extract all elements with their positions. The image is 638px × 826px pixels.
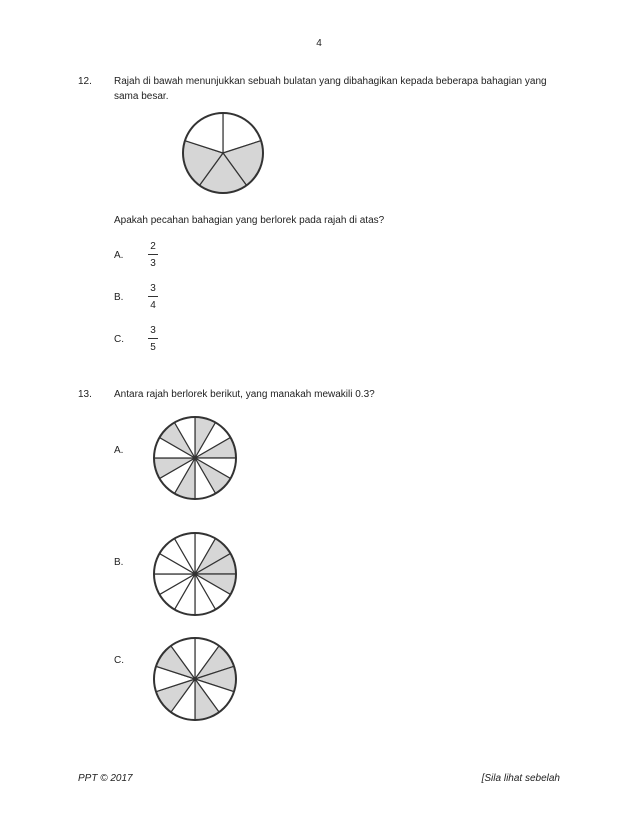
question-12-number: 12. [78, 76, 92, 87]
page-number: 4 [316, 38, 322, 49]
question-12-option-b-letter: B. [114, 292, 124, 303]
question-13-option-a-letter: A. [114, 445, 124, 456]
footer-continue-note: [Sila lihat sebelah [481, 773, 560, 784]
question-12-text-line2: sama besar. [114, 91, 169, 102]
fraction-denominator: 5 [150, 342, 156, 353]
fraction-denominator: 4 [150, 300, 156, 311]
footer-copyright: PPT © 2017 [78, 773, 133, 784]
fraction-numerator: 3 [150, 283, 156, 294]
question-13-option-b-letter: B. [114, 557, 124, 568]
question-13-option-c-letter: C. [114, 655, 124, 666]
fraction-denominator: 3 [150, 258, 156, 269]
fraction-numerator: 2 [150, 241, 156, 252]
question-13-text: Antara rajah berlorek berikut, yang manakah mewakili 0.3? [114, 389, 375, 400]
question-13-number: 13. [78, 389, 92, 400]
fraction-numerator: 3 [150, 325, 156, 336]
question-12-prompt: Apakah pecahan bahagian yang berlorek pada rajah di atas? [114, 215, 385, 226]
question-12-option-a-letter: A. [114, 250, 124, 261]
question-12-option-c-letter: C. [114, 334, 124, 345]
question-12-text-line1: Rajah di bawah menunjukkan sebuah bulatan yang dibahagikan kepada beberapa bahagian yang [114, 76, 547, 87]
